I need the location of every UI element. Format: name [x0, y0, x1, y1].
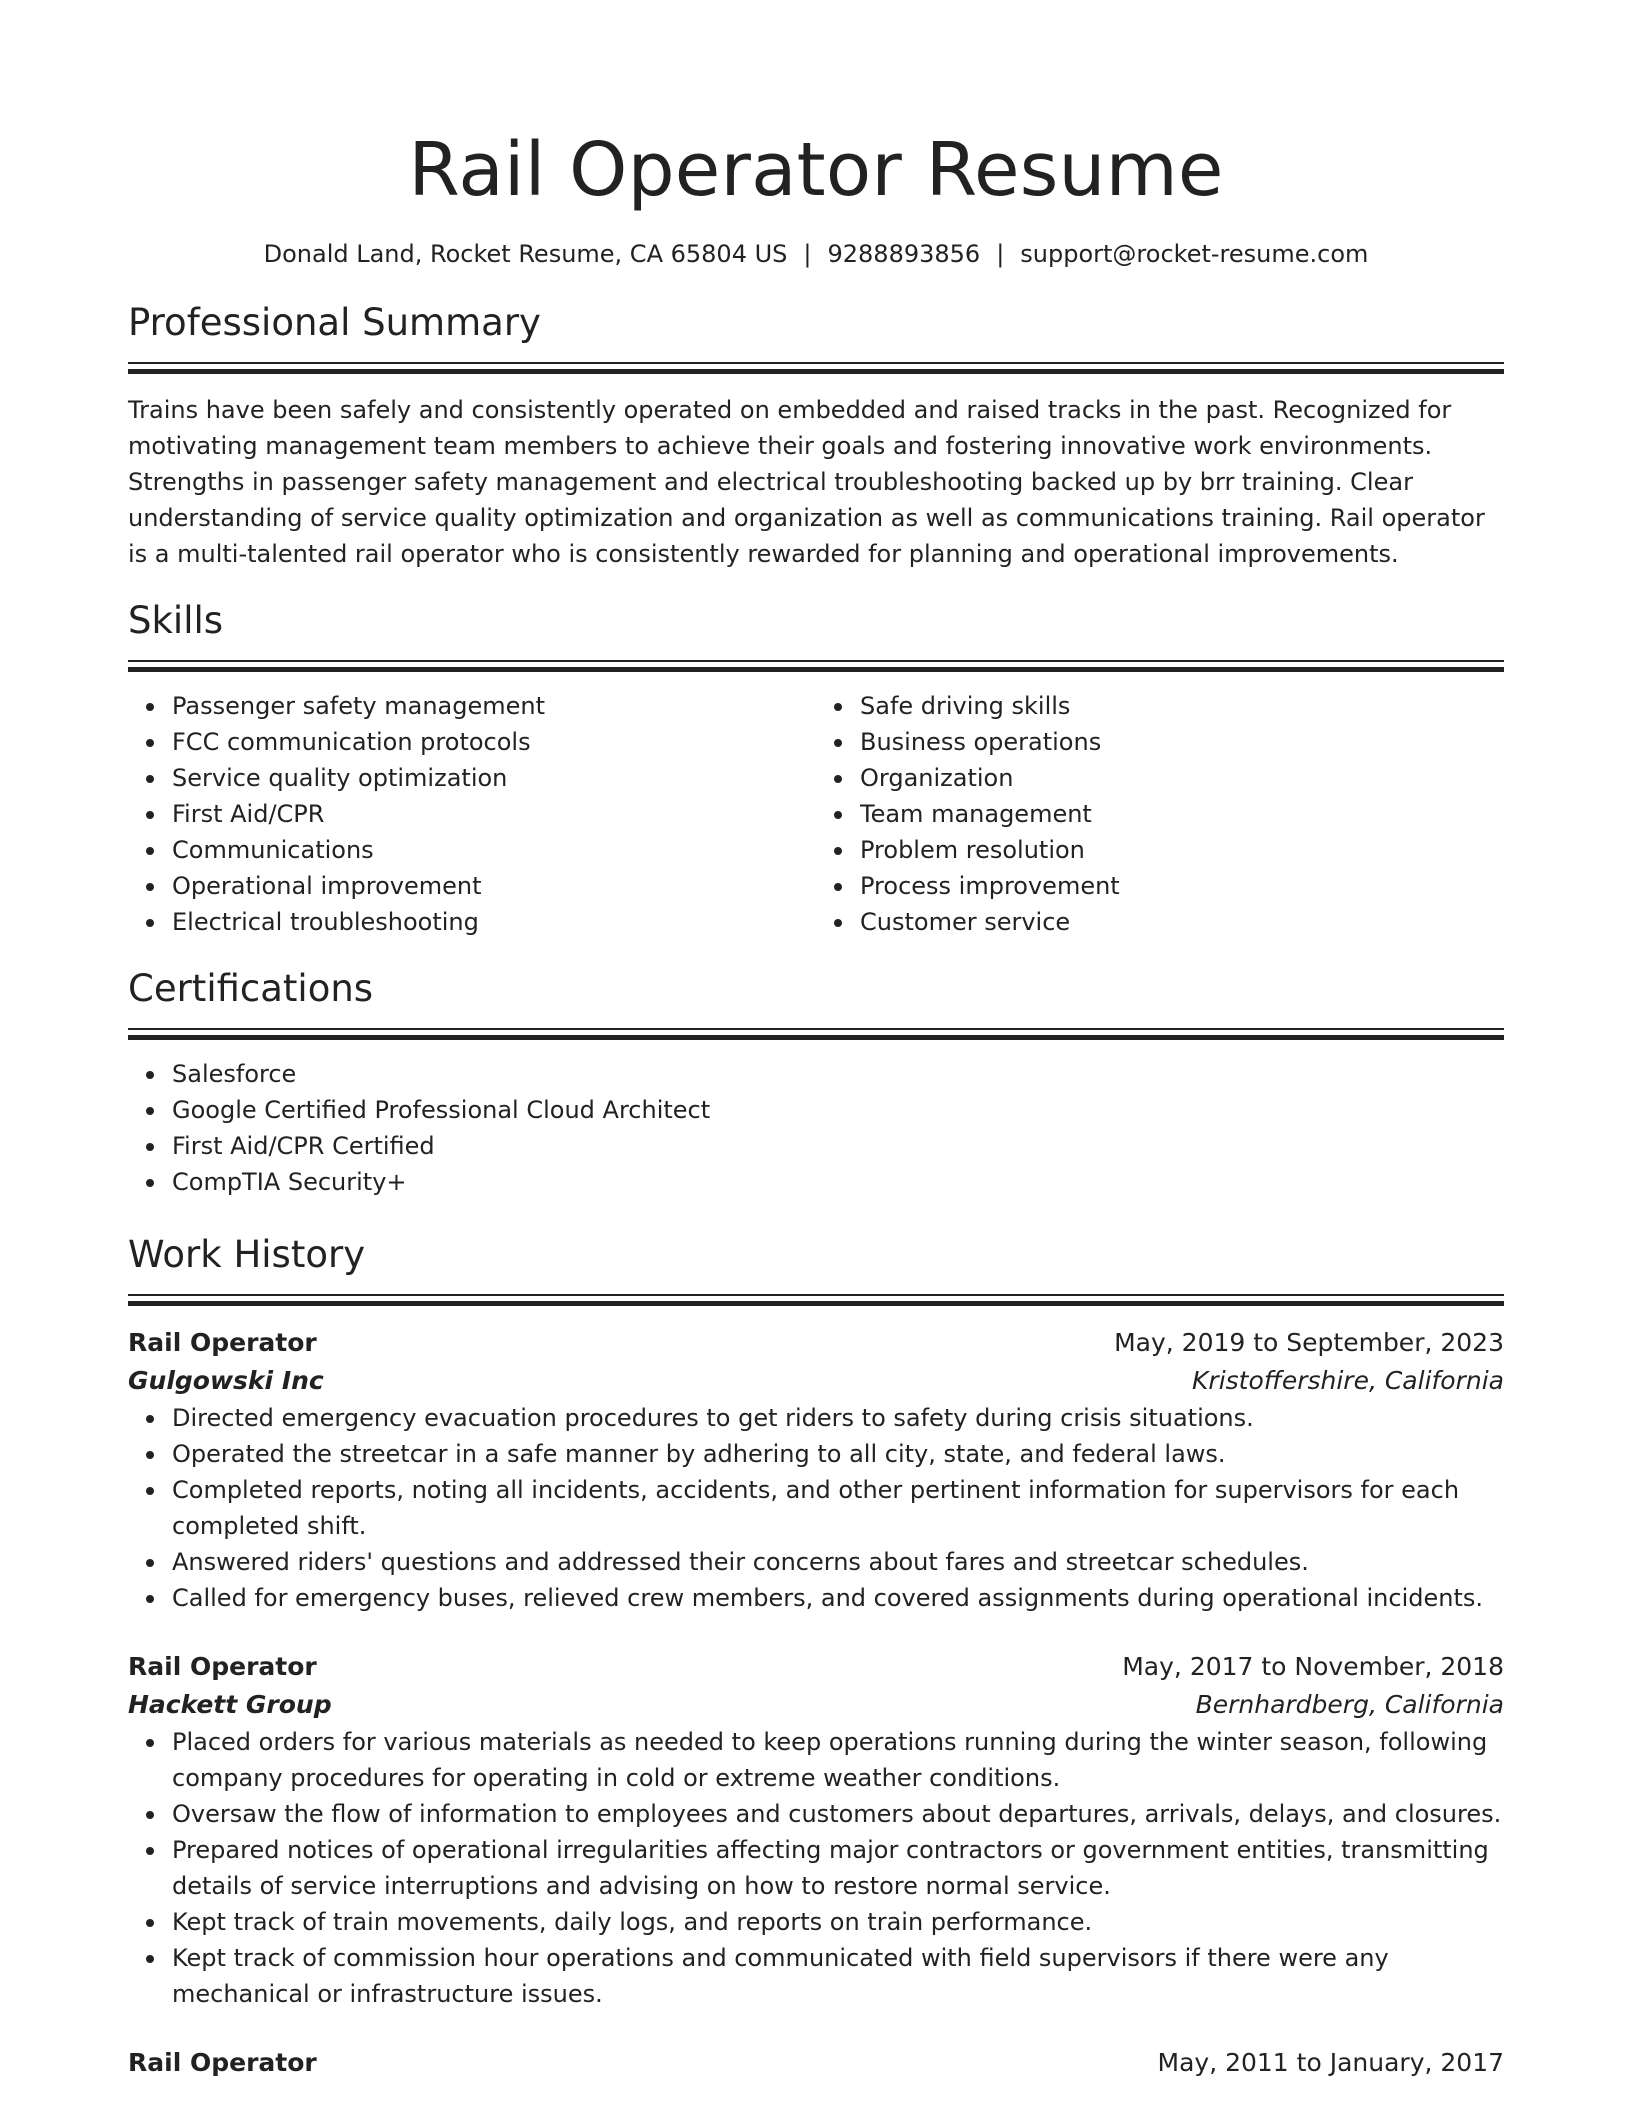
job-bullet: Directed emergency evacuation procedures to get riders to safety during crisis situations.: [172, 1400, 1504, 1436]
job-dates: May, 2019 to September, 2023: [1114, 1328, 1504, 1357]
section-divider: [128, 1294, 1504, 1306]
resume-page: [128, 0, 1504, 2082]
skill-item: Communications: [172, 832, 816, 868]
job-bullet: Called for emergency buses, relieved crew members, and covered assignments during operational incidents.: [172, 1580, 1504, 1616]
certification-item: CompTIA Security+: [172, 1164, 1504, 1200]
summary-section: [128, 300, 1504, 572]
contact-separator: |: [996, 240, 1005, 268]
job-bullet: Operated the streetcar in a safe manner by adhering to all city, state, and federal laws.: [172, 1436, 1504, 1472]
jobs-list: [128, 1324, 1504, 2082]
section-divider: [128, 660, 1504, 672]
certification-item: Salesforce: [172, 1056, 1504, 1092]
skill-item: Electrical troubleshooting: [172, 904, 816, 940]
job-location: Kristoffershire, California: [1192, 1366, 1504, 1395]
job-title: Rail Operator: [128, 1328, 317, 1357]
job-bullet: Oversaw the flow of information to employees and customers about departures, arrivals, delays, and closures.: [172, 1796, 1504, 1832]
job-bullet: Kept track of commission hour operations and communicated with field supervisors if there were any mechanical or infrastructure issues.: [172, 1940, 1504, 2012]
certifications-section: [128, 966, 1504, 1200]
skill-item: First Aid/CPR: [172, 796, 816, 832]
skill-item: Passenger safety management: [172, 688, 816, 724]
job-bullet-list: [128, 1400, 1504, 1616]
certification-item: First Aid/CPR Certified: [172, 1128, 1504, 1164]
work-history-section: [128, 1232, 1504, 2082]
job-header-row: [128, 1648, 1504, 1686]
skill-item: Organization: [860, 760, 1504, 796]
contact-separator: |: [803, 240, 812, 268]
skill-item: Team management: [860, 796, 1504, 832]
section-title-skills: Skills: [128, 599, 224, 642]
job-bullet: Prepared notices of operational irregularities affecting major contractors or government entities, transmitting details of service interruptions and advising on how to restore normal service.: [172, 1832, 1504, 1904]
contact-line: [128, 238, 1504, 270]
skills-section: [128, 598, 1504, 940]
certification-item: Google Certified Professional Cloud Architect: [172, 1092, 1504, 1128]
section-title-certifications: Certifications: [128, 967, 374, 1010]
skills-list-right: [816, 688, 1504, 940]
contact-phone: 9288893856: [827, 240, 981, 268]
skill-item: Service quality optimization: [172, 760, 816, 796]
skill-item: Operational improvement: [172, 868, 816, 904]
contact-email[interactable]: support@rocket-resume.com: [1020, 240, 1369, 268]
job-dates: May, 2011 to January, 2017: [1157, 2048, 1504, 2077]
section-title-work: Work History: [128, 1233, 366, 1276]
skill-item: Business operations: [860, 724, 1504, 760]
job-bullet: Answered riders' questions and addressed their concerns about fares and streetcar schedules.: [172, 1544, 1504, 1580]
job-dates: May, 2017 to November, 2018: [1122, 1652, 1504, 1681]
section-title-summary: Professional Summary: [128, 301, 541, 344]
skill-item: Customer service: [860, 904, 1504, 940]
job-entry: [128, 1648, 1504, 2012]
certifications-list: [128, 1056, 1504, 1200]
job-bullet: Completed reports, noting all incidents, accidents, and other pertinent information for supervisors for each completed shift.: [172, 1472, 1504, 1544]
job-header-row: [128, 2044, 1504, 2082]
skill-item: Problem resolution: [860, 832, 1504, 868]
job-subheader-row: [128, 1686, 1504, 1724]
job-bullet: Kept track of train movements, daily logs, and reports on train performance.: [172, 1904, 1504, 1940]
summary-text: Trains have been safely and consistently operated on embedded and raised tracks in the past. Recognized for motivating management team members to achieve their goals and fostering innovative work environments. Strengths in passenger safety management and electrical troubleshooting backed up by brr training. Clear understanding of service quality optimization and organization as well as communications training. Rail operator is a multi-talented rail operator who is consistently rewarded for planning and operational improvements.: [128, 396, 1485, 568]
job-entry: [128, 2044, 1504, 2082]
job-header-row: [128, 1324, 1504, 1362]
job-title: Rail Operator: [128, 1652, 317, 1681]
job-company: Gulgowski Inc: [128, 1366, 324, 1395]
section-divider: [128, 362, 1504, 374]
skills-columns: [128, 688, 1504, 940]
job-company: Hackett Group: [128, 1690, 332, 1719]
resume-title: Rail Operator Resume: [408, 127, 1224, 213]
section-divider: [128, 1028, 1504, 1040]
skills-list-left: [128, 688, 816, 940]
job-title: Rail Operator: [128, 2048, 317, 2077]
skill-item: Process improvement: [860, 868, 1504, 904]
contact-address: Donald Land, Rocket Resume, CA 65804 US: [263, 240, 788, 268]
job-bullet-list: [128, 1724, 1504, 2012]
job-subheader-row: [128, 1362, 1504, 1400]
job-location: Bernhardberg, California: [1195, 1690, 1504, 1719]
skill-item: FCC communication protocols: [172, 724, 816, 760]
job-entry: [128, 1324, 1504, 1616]
job-bullet: Placed orders for various materials as needed to keep operations running during the winter season, following company procedures for operating in cold or extreme weather conditions.: [172, 1724, 1504, 1796]
skill-item: Safe driving skills: [860, 688, 1504, 724]
